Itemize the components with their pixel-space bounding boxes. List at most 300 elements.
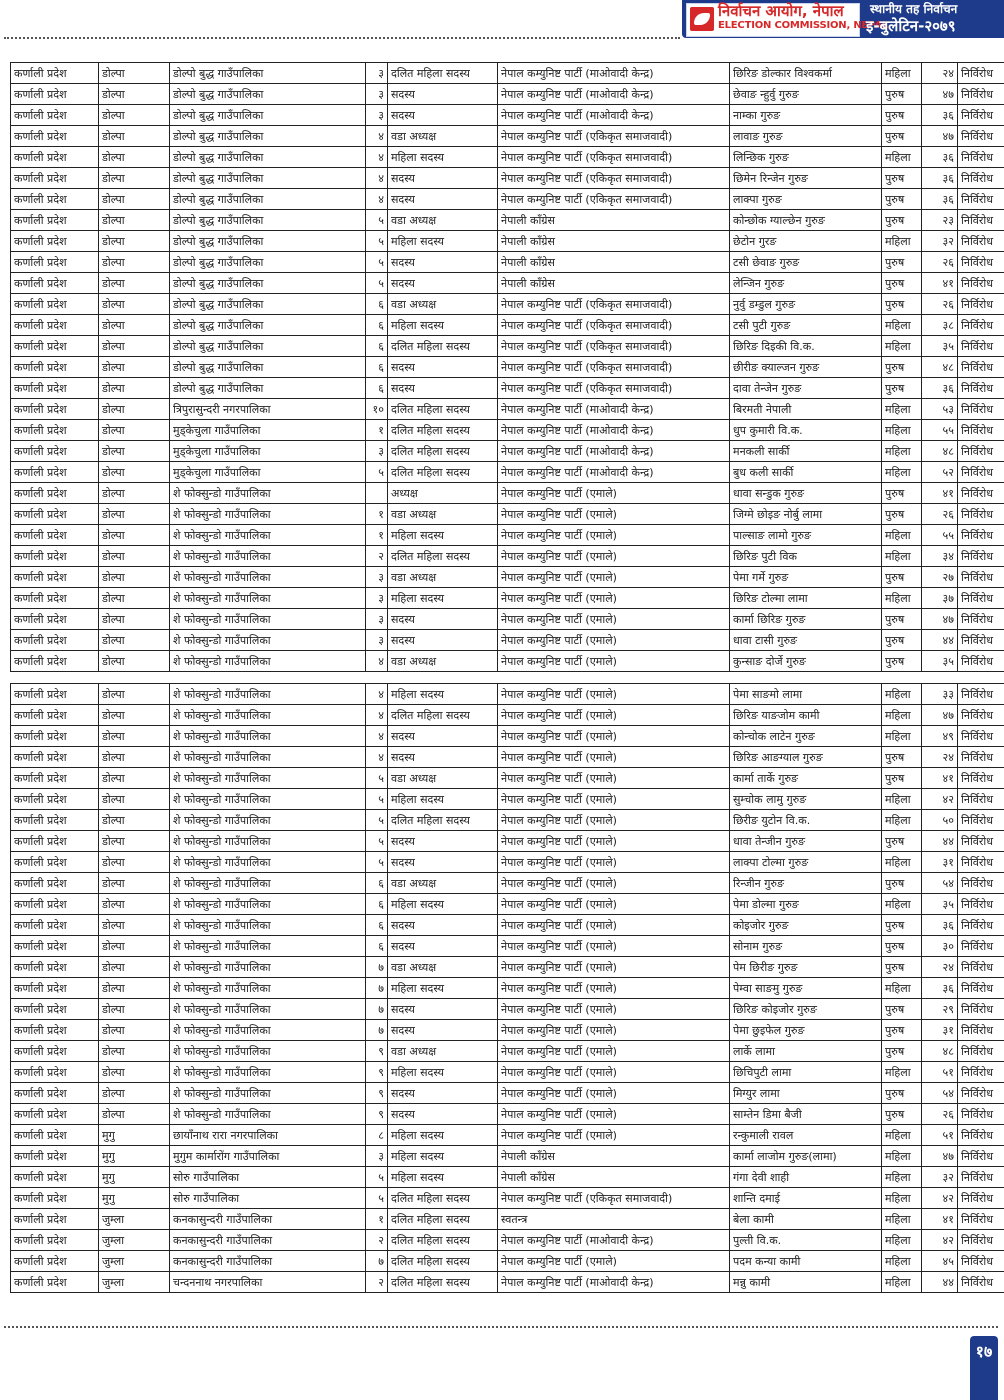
municipality-cell: त्रिपुरासुन्दरी नगरपालिका (170, 399, 366, 420)
table-row (11, 1020, 1004, 1041)
district-cell: जुम्ला (99, 1272, 170, 1293)
post-cell: सदस्य (388, 105, 498, 126)
table-row (11, 1062, 1004, 1083)
post-cell: सदस्य (388, 915, 498, 936)
municipality-cell: शे फोक्सुन्डो गाउँपालिका (170, 747, 366, 768)
candidate-name-cell: छिरिङ टोल्मा लामा (730, 588, 882, 609)
table-row (11, 105, 1004, 126)
candidate-name-cell: साम्तेन डिमा बैजी (730, 1104, 882, 1125)
municipality-cell: मुड्केचुला गाउँपालिका (170, 441, 366, 462)
status-cell: निर्विरोध (958, 420, 1004, 441)
municipality-cell: सोरु गाउँपालिका (170, 1167, 366, 1188)
status-cell: निर्विरोध (958, 831, 1004, 852)
party-cell: नेपाली काँग्रेस (498, 252, 730, 273)
age-cell: ४४ (922, 831, 958, 852)
status-cell: निर्विरोध (958, 84, 1004, 105)
ward-cell: ६ (366, 315, 388, 336)
district-cell: डोल्पा (99, 684, 170, 705)
party-cell: नेपाली काँग्रेस (498, 231, 730, 252)
gender-cell: महिला (882, 789, 922, 810)
status-cell: निर्विरोध (958, 726, 1004, 747)
ward-cell: ३ (366, 1146, 388, 1167)
district-cell: जुम्ला (99, 1251, 170, 1272)
age-cell: ५२ (922, 462, 958, 483)
candidate-name-cell: छिरिङ कोइजोर गुरुङ (730, 999, 882, 1020)
age-cell: ४८ (922, 357, 958, 378)
province-cell: कर्णाली प्रदेश (11, 651, 99, 672)
ward-cell: ७ (366, 1251, 388, 1272)
status-cell: निर्विरोध (958, 1125, 1004, 1146)
candidate-name-cell: पेमा छुइफेल गुरुङ (730, 1020, 882, 1041)
status-cell: निर्विरोध (958, 978, 1004, 999)
municipality-cell: शे फोक्सुन्डो गाउँपालिका (170, 1083, 366, 1104)
candidate-name-cell: रिन्जीन गुरुङ (730, 873, 882, 894)
age-cell: ३५ (922, 651, 958, 672)
post-cell: अध्यक्ष (388, 483, 498, 504)
district-cell: डोल्पा (99, 894, 170, 915)
candidate-name-cell: छिरिङ दिइकी वि.क. (730, 336, 882, 357)
party-cell: नेपाल कम्युनिष्ट पार्टी (एमाले) (498, 852, 730, 873)
district-cell: डोल्पा (99, 63, 170, 84)
party-cell: नेपाल कम्युनिष्ट पार्टी (एमाले) (498, 1125, 730, 1146)
district-cell: डोल्पा (99, 588, 170, 609)
status-cell: निर्विरोध (958, 357, 1004, 378)
party-cell: नेपाल कम्युनिष्ट पार्टी (एमाले) (498, 789, 730, 810)
post-cell: सदस्य (388, 273, 498, 294)
age-cell: २६ (922, 252, 958, 273)
district-cell: मुगु (99, 1146, 170, 1167)
candidate-name-cell: बुध कली सार्की (730, 462, 882, 483)
district-cell: डोल्पा (99, 609, 170, 630)
province-cell: कर्णाली प्रदेश (11, 147, 99, 168)
party-cell: नेपाल कम्युनिष्ट पार्टी (एमाले) (498, 1020, 730, 1041)
ward-cell: ५ (366, 231, 388, 252)
district-cell: डोल्पा (99, 378, 170, 399)
municipality-cell: डोल्पो बुद्ध गाउँपालिका (170, 336, 366, 357)
candidate-name-cell: लाक्पा गुरुङ (730, 189, 882, 210)
ward-cell: २ (366, 1272, 388, 1293)
district-cell: डोल्पा (99, 546, 170, 567)
age-cell: ५१ (922, 1062, 958, 1083)
table-row (11, 873, 1004, 894)
age-cell: ५४ (922, 1083, 958, 1104)
table-row (11, 441, 1004, 462)
province-cell: कर्णाली प्रदेश (11, 399, 99, 420)
candidate-name-cell: धुप कुमारी वि.क. (730, 420, 882, 441)
age-cell: ३६ (922, 189, 958, 210)
age-cell: ४१ (922, 273, 958, 294)
table-row (11, 1230, 1004, 1251)
table-row (11, 189, 1004, 210)
post-cell: सदस्य (388, 189, 498, 210)
table-row (11, 1251, 1004, 1272)
gender-cell: महिला (882, 852, 922, 873)
municipality-cell: शे फोक्सुन्डो गाउँपालिका (170, 957, 366, 978)
province-cell: कर्णाली प्रदेश (11, 768, 99, 789)
province-cell: कर्णाली प्रदेश (11, 504, 99, 525)
table-row (11, 1272, 1004, 1293)
municipality-cell: शे फोक्सुन्डो गाउँपालिका (170, 609, 366, 630)
ward-cell: ४ (366, 684, 388, 705)
district-cell: डोल्पा (99, 630, 170, 651)
age-cell: ५५ (922, 420, 958, 441)
ward-cell: ६ (366, 378, 388, 399)
age-cell: ३६ (922, 105, 958, 126)
district-cell: डोल्पा (99, 294, 170, 315)
ward-cell: ३ (366, 441, 388, 462)
status-cell: निर्विरोध (958, 768, 1004, 789)
status-cell: निर्विरोध (958, 1146, 1004, 1167)
table-row (11, 831, 1004, 852)
party-cell: नेपाली काँग्रेस (498, 273, 730, 294)
province-cell: कर्णाली प्रदेश (11, 1125, 99, 1146)
ward-cell: ५ (366, 462, 388, 483)
party-cell: नेपाल कम्युनिष्ट पार्टी (माओवादी केन्द्र) (498, 84, 730, 105)
post-cell: महिला सदस्य (388, 1125, 498, 1146)
municipality-cell: शे फोक्सुन्डो गाउँपालिका (170, 726, 366, 747)
municipality-cell: शे फोक्सुन्डो गाउँपालिका (170, 789, 366, 810)
ward-cell: ३ (366, 84, 388, 105)
candidate-name-cell: पेमा डोल्मा गुरुङ (730, 894, 882, 915)
party-cell: नेपाल कम्युनिष्ट पार्टी (एमाले) (498, 894, 730, 915)
province-cell: कर्णाली प्रदेश (11, 747, 99, 768)
status-cell: निर्विरोध (958, 147, 1004, 168)
post-cell: दलित महिला सदस्य (388, 420, 498, 441)
province-cell: कर्णाली प्रदेश (11, 1188, 99, 1209)
district-cell: डोल्पा (99, 789, 170, 810)
ward-cell: ५ (366, 210, 388, 231)
age-cell: २६ (922, 504, 958, 525)
gender-cell: महिला (882, 978, 922, 999)
district-cell: डोल्पा (99, 978, 170, 999)
status-cell: निर्विरोध (958, 957, 1004, 978)
party-cell: नेपाल कम्युनिष्ट पार्टी (एमाले) (498, 1083, 730, 1104)
status-cell: निर्विरोध (958, 315, 1004, 336)
party-cell: नेपाल कम्युनिष्ट पार्टी (एमाले) (498, 936, 730, 957)
post-cell: दलित महिला सदस्य (388, 810, 498, 831)
post-cell: सदस्य (388, 630, 498, 651)
post-cell: सदस्य (388, 84, 498, 105)
province-cell: कर्णाली प्रदेश (11, 315, 99, 336)
province-cell: कर्णाली प्रदेश (11, 168, 99, 189)
candidate-name-cell: छेवाङ न्हुर्वु गुरुङ (730, 84, 882, 105)
election-commission-emblem-icon (690, 7, 714, 31)
table-row (11, 726, 1004, 747)
gender-cell: पुरुष (882, 84, 922, 105)
age-cell: २४ (922, 957, 958, 978)
party-cell: नेपाल कम्युनिष्ट पार्टी (एमाले) (498, 1041, 730, 1062)
party-cell: नेपाल कम्युनिष्ट पार्टी (एमाले) (498, 1251, 730, 1272)
district-cell: डोल्पा (99, 525, 170, 546)
table-row (11, 462, 1004, 483)
post-cell: दलित महिला सदस्य (388, 1209, 498, 1230)
age-cell: ३६ (922, 378, 958, 399)
province-cell: कर्णाली प्रदेश (11, 1020, 99, 1041)
post-cell: वडा अध्यक्ष (388, 873, 498, 894)
status-cell: निर्विरोध (958, 1083, 1004, 1104)
age-cell: ३६ (922, 168, 958, 189)
ward-cell: ४ (366, 189, 388, 210)
province-cell: कर्णाली प्रदेश (11, 567, 99, 588)
party-cell: नेपाल कम्युनिष्ट पार्टी (माओवादी केन्द्र) (498, 462, 730, 483)
gender-cell: पुरुष (882, 1020, 922, 1041)
municipality-cell: डोल्पो बुद्ध गाउँपालिका (170, 357, 366, 378)
province-cell: कर्णाली प्रदेश (11, 1083, 99, 1104)
age-cell: ४२ (922, 789, 958, 810)
district-cell: डोल्पा (99, 504, 170, 525)
party-cell: नेपाल कम्युनिष्ट पार्टी (एमाले) (498, 546, 730, 567)
province-cell: कर्णाली प्रदेश (11, 273, 99, 294)
province-cell: कर्णाली प्रदेश (11, 873, 99, 894)
municipality-cell: मुड्केचुला गाउँपालिका (170, 462, 366, 483)
status-cell: निर्विरोध (958, 999, 1004, 1020)
province-cell: कर्णाली प्रदेश (11, 1146, 99, 1167)
status-cell: निर्विरोध (958, 1041, 1004, 1062)
candidate-name-cell: पाल्साङ लामो गुरुङ (730, 525, 882, 546)
gender-cell: पुरुष (882, 1041, 922, 1062)
ward-cell: ६ (366, 894, 388, 915)
post-cell: सदस्य (388, 609, 498, 630)
status-cell: निर्विरोध (958, 789, 1004, 810)
ward-cell: ५ (366, 810, 388, 831)
province-cell: कर्णाली प्रदेश (11, 1230, 99, 1251)
ward-cell: ४ (366, 168, 388, 189)
candidate-name-cell: नाम्का गुरुङ (730, 105, 882, 126)
municipality-cell: डोल्पो बुद्ध गाउँपालिका (170, 84, 366, 105)
age-cell: ४१ (922, 483, 958, 504)
party-cell: नेपाल कम्युनिष्ट पार्टी (एकिकृत समाजवादी) (498, 336, 730, 357)
table-row (11, 936, 1004, 957)
ward-cell: ६ (366, 357, 388, 378)
party-cell: नेपाल कम्युनिष्ट पार्टी (एमाले) (498, 810, 730, 831)
status-cell: निर्विरोध (958, 168, 1004, 189)
party-cell: नेपाल कम्युनिष्ट पार्टी (एकिकृत समाजवादी) (498, 1188, 730, 1209)
candidate-name-cell: कोइजोर गुरुङ (730, 915, 882, 936)
post-cell: महिला सदस्य (388, 525, 498, 546)
party-cell: नेपाल कम्युनिष्ट पार्टी (एमाले) (498, 588, 730, 609)
ward-cell: ५ (366, 252, 388, 273)
municipality-cell: कनकासुन्दरी गाउँपालिका (170, 1251, 366, 1272)
candidate-name-cell: सोनाम गुरुङ (730, 936, 882, 957)
candidate-name-cell: पेम छिरीङ गुरुङ (730, 957, 882, 978)
ward-cell: १ (366, 504, 388, 525)
party-cell: नेपाल कम्युनिष्ट पार्टी (माओवादी केन्द्र) (498, 399, 730, 420)
party-cell: नेपाल कम्युनिष्ट पार्टी (एकिकृत समाजवादी) (498, 168, 730, 189)
age-cell: ४४ (922, 630, 958, 651)
municipality-cell: कनकासुन्दरी गाउँपालिका (170, 1209, 366, 1230)
table-row (11, 1041, 1004, 1062)
ward-cell: ७ (366, 999, 388, 1020)
municipality-cell: शे फोक्सुन्डो गाउँपालिका (170, 483, 366, 504)
ward-cell: ९ (366, 1062, 388, 1083)
ward-cell: ३ (366, 63, 388, 84)
gender-cell: महिला (882, 810, 922, 831)
candidate-name-cell: छिचिपुटी लामा (730, 1062, 882, 1083)
status-cell: निर्विरोध (958, 231, 1004, 252)
post-cell: महिला सदस्य (388, 588, 498, 609)
district-cell: डोल्पा (99, 252, 170, 273)
party-cell: नेपाल कम्युनिष्ट पार्टी (एकिकृत समाजवादी) (498, 126, 730, 147)
candidate-name-cell: कोन्छोक ग्याल्छेन गुरुङ (730, 210, 882, 231)
district-cell: डोल्पा (99, 1020, 170, 1041)
table-row (11, 357, 1004, 378)
age-cell: ४७ (922, 705, 958, 726)
gender-cell: महिला (882, 546, 922, 567)
municipality-cell: शे फोक्सुन्डो गाउँपालिका (170, 873, 366, 894)
gender-cell: पुरुष (882, 873, 922, 894)
ward-cell: ५ (366, 768, 388, 789)
province-cell: कर्णाली प्रदेश (11, 789, 99, 810)
ward-cell: १ (366, 1209, 388, 1230)
candidate-name-cell: लिन्छिक गुरुङ (730, 147, 882, 168)
table-row (11, 252, 1004, 273)
party-cell: नेपाल कम्युनिष्ट पार्टी (एमाले) (498, 630, 730, 651)
age-cell: ५५ (922, 525, 958, 546)
ward-cell: ७ (366, 978, 388, 999)
municipality-cell: शे फोक्सुन्डो गाउँपालिका (170, 651, 366, 672)
status-cell: निर्विरोध (958, 504, 1004, 525)
gender-cell: महिला (882, 1188, 922, 1209)
province-cell: कर्णाली प्रदेश (11, 810, 99, 831)
age-cell: ४८ (922, 441, 958, 462)
age-cell: ३३ (922, 684, 958, 705)
status-cell: निर्विरोध (958, 441, 1004, 462)
party-cell: नेपाल कम्युनिष्ट पार्टी (एमाले) (498, 873, 730, 894)
candidate-name-cell: मनकली सार्की (730, 441, 882, 462)
status-cell: निर्विरोध (958, 651, 1004, 672)
table-row (11, 1083, 1004, 1104)
table-row (11, 231, 1004, 252)
table-row (11, 957, 1004, 978)
municipality-cell: शे फोक्सुन्डो गाउँपालिका (170, 684, 366, 705)
ward-cell: ८ (366, 1125, 388, 1146)
post-cell: दलित महिला सदस्य (388, 1251, 498, 1272)
gender-cell: पुरुष (882, 483, 922, 504)
municipality-cell: डोल्पो बुद्ध गाउँपालिका (170, 210, 366, 231)
party-cell: नेपाल कम्युनिष्ट पार्टी (माओवादी केन्द्र) (498, 63, 730, 84)
municipality-cell: डोल्पो बुद्ध गाउँपालिका (170, 147, 366, 168)
gender-cell: महिला (882, 1062, 922, 1083)
post-cell: दलित महिला सदस्य (388, 546, 498, 567)
gender-cell: महिला (882, 336, 922, 357)
ward-cell: ४ (366, 747, 388, 768)
municipality-cell: डोल्पो बुद्ध गाउँपालिका (170, 126, 366, 147)
status-cell: निर्विरोध (958, 705, 1004, 726)
ward-cell: ५ (366, 1188, 388, 1209)
age-cell: ३१ (922, 852, 958, 873)
age-cell: २६ (922, 1104, 958, 1125)
ward-cell: १० (366, 399, 388, 420)
ward-cell: ५ (366, 852, 388, 873)
table-row (11, 978, 1004, 999)
municipality-cell: मुड्केचुला गाउँपालिका (170, 420, 366, 441)
status-cell: निर्विरोध (958, 567, 1004, 588)
gender-cell: महिला (882, 588, 922, 609)
province-cell: कर्णाली प्रदेश (11, 915, 99, 936)
province-cell: कर्णाली प्रदेश (11, 420, 99, 441)
party-cell: नेपाल कम्युनिष्ट पार्टी (एमाले) (498, 684, 730, 705)
party-cell: नेपाल कम्युनिष्ट पार्टी (एमाले) (498, 705, 730, 726)
status-cell: निर्विरोध (958, 852, 1004, 873)
municipality-cell: शे फोक्सुन्डो गाउँपालिका (170, 525, 366, 546)
candidate-name-cell: लेन्जिन गुरुङ (730, 273, 882, 294)
gender-cell: महिला (882, 399, 922, 420)
post-cell: महिला सदस्य (388, 978, 498, 999)
district-cell: डोल्पा (99, 567, 170, 588)
candidate-name-cell: कार्मा तार्के गुरुङ (730, 768, 882, 789)
table-row (11, 651, 1004, 672)
district-cell: डोल्पा (99, 1041, 170, 1062)
age-cell: ४१ (922, 1209, 958, 1230)
ward-cell: ६ (366, 915, 388, 936)
district-cell: डोल्पा (99, 231, 170, 252)
municipality-cell: डोल्पो बुद्ध गाउँपालिका (170, 168, 366, 189)
province-cell: कर्णाली प्रदेश (11, 336, 99, 357)
table-row (11, 609, 1004, 630)
post-cell: सदस्य (388, 999, 498, 1020)
gender-cell: महिला (882, 420, 922, 441)
district-cell: डोल्पा (99, 768, 170, 789)
gender-cell: पुरुष (882, 168, 922, 189)
age-cell: २४ (922, 63, 958, 84)
table-row (11, 63, 1004, 84)
post-cell: वडा अध्यक्ष (388, 651, 498, 672)
gender-cell: पुरुष (882, 999, 922, 1020)
table-row (11, 588, 1004, 609)
municipality-cell: डोल्पो बुद्ध गाउँपालिका (170, 273, 366, 294)
party-cell: नेपाल कम्युनिष्ट पार्टी (एमाले) (498, 567, 730, 588)
age-cell: २४ (922, 747, 958, 768)
district-cell: डोल्पा (99, 747, 170, 768)
municipality-cell: शे फोक्सुन्डो गाउँपालिका (170, 831, 366, 852)
candidate-name-cell: नुर्वु डम्डुल गुरुङ (730, 294, 882, 315)
age-cell: ३४ (922, 546, 958, 567)
district-cell: मुगु (99, 1188, 170, 1209)
municipality-cell: डोल्पो बुद्ध गाउँपालिका (170, 105, 366, 126)
district-cell: डोल्पा (99, 726, 170, 747)
municipality-cell: डोल्पो बुद्ध गाउँपालिका (170, 378, 366, 399)
gender-cell: महिला (882, 705, 922, 726)
status-cell: निर्विरोध (958, 1251, 1004, 1272)
party-cell: नेपाल कम्युनिष्ट पार्टी (एकिकृत समाजवादी) (498, 147, 730, 168)
municipality-cell: सोरु गाउँपालिका (170, 1188, 366, 1209)
gender-cell: महिला (882, 1167, 922, 1188)
status-cell: निर्विरोध (958, 336, 1004, 357)
candidate-name-cell: पेमा गर्मे गुरुङ (730, 567, 882, 588)
district-cell: डोल्पा (99, 915, 170, 936)
district-cell: डोल्पा (99, 105, 170, 126)
province-cell: कर्णाली प्रदेश (11, 357, 99, 378)
candidate-name-cell: छिरिङ पुटी विक (730, 546, 882, 567)
table-row (11, 630, 1004, 651)
age-cell: ४२ (922, 1188, 958, 1209)
post-cell: वडा अध्यक्ष (388, 567, 498, 588)
municipality-cell: शे फोक्सुन्डो गाउँपालिका (170, 1020, 366, 1041)
age-cell: ४७ (922, 126, 958, 147)
candidate-name-cell: टसी पुटी गुरुङ (730, 315, 882, 336)
table-row (11, 84, 1004, 105)
post-cell: वडा अध्यक्ष (388, 957, 498, 978)
province-cell: कर्णाली प्रदेश (11, 1272, 99, 1293)
status-cell: निर्विरोध (958, 588, 1004, 609)
municipality-cell: कनकासुन्दरी गाउँपालिका (170, 1230, 366, 1251)
municipality-cell: डोल्पो बुद्ध गाउँपालिका (170, 294, 366, 315)
status-cell: निर्विरोध (958, 1188, 1004, 1209)
gender-cell: महिला (882, 684, 922, 705)
district-cell: डोल्पा (99, 357, 170, 378)
province-cell: कर्णाली प्रदेश (11, 705, 99, 726)
district-cell: डोल्पा (99, 957, 170, 978)
